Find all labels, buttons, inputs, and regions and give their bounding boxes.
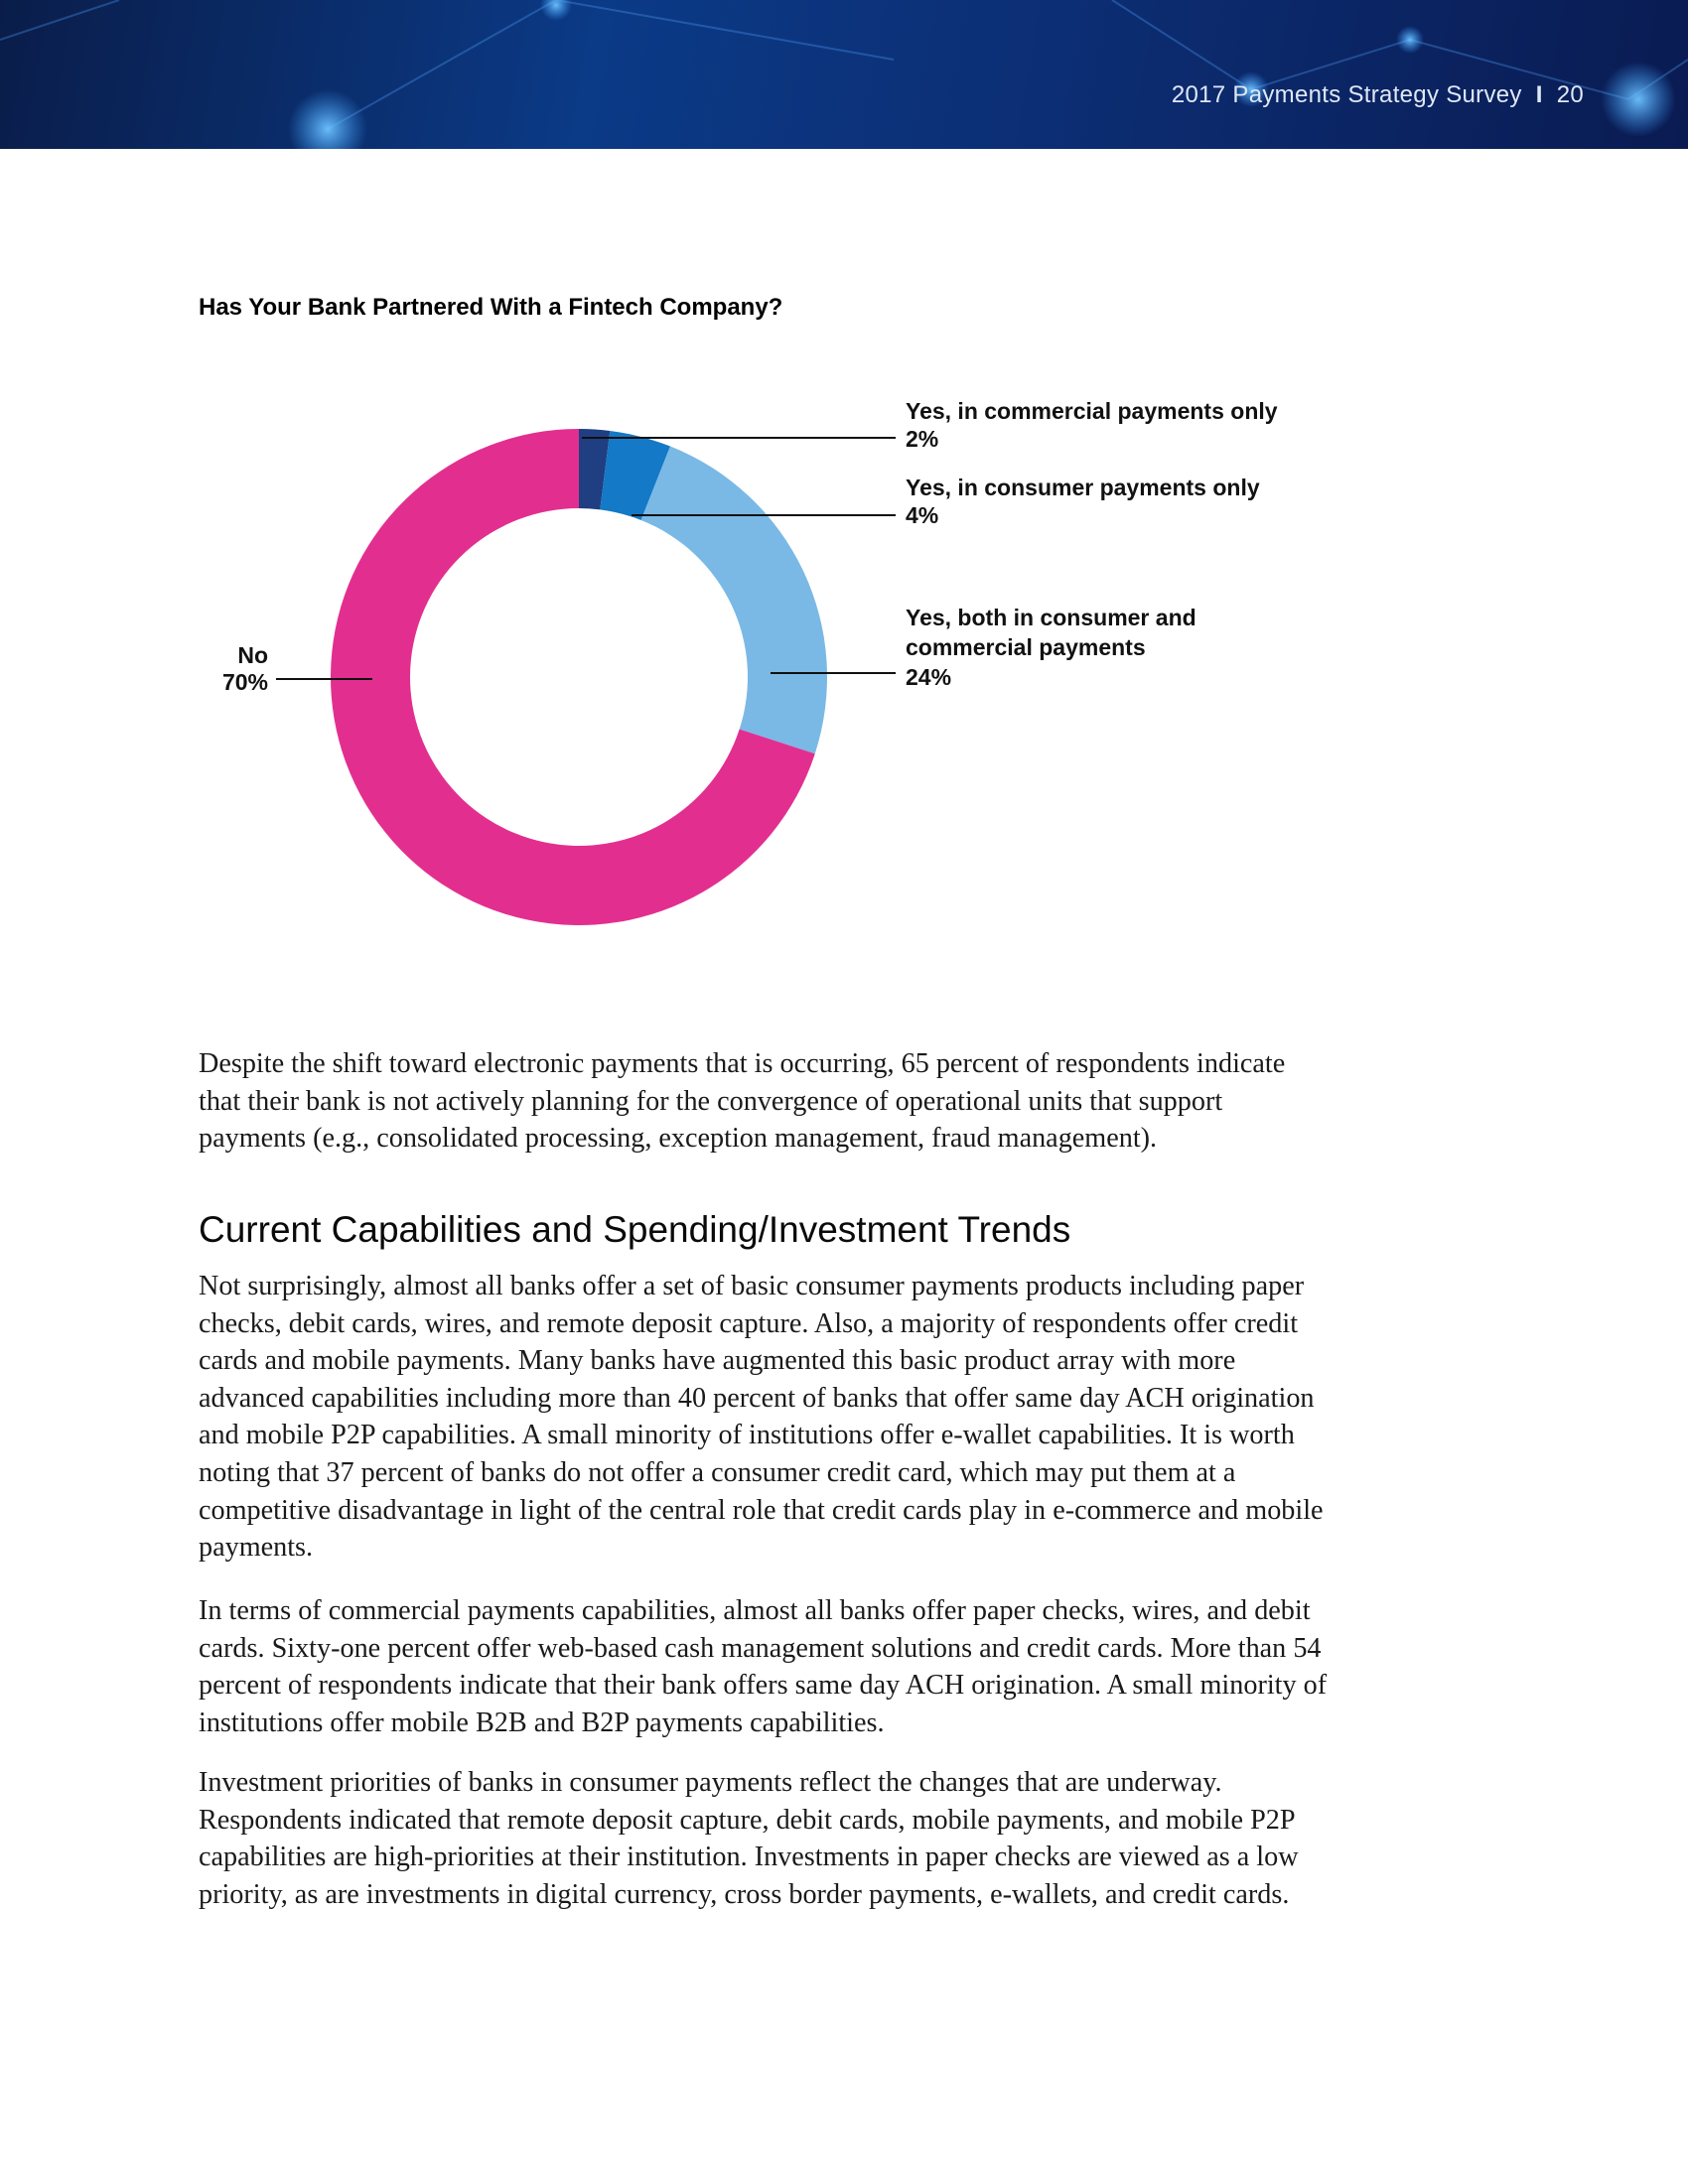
label-no-name: No <box>237 642 268 668</box>
label-both-value: 24% <box>906 664 952 690</box>
paragraph-commercial-capabilities: In terms of commercial payments capabilities, almost all banks offer paper checks, wires, and debit cards. Sixty-one percent offer web-based cash management solutions and credit cards. More than 54 percent of respondents indicate that their bank offers same day ACH origination. A small minority of institutions offer mobile B2B and B2P payments capabilities. <box>199 1595 1328 1738</box>
section-heading: Current Capabilities and Spending/Investment Trends <box>199 1209 1071 1250</box>
page-number: 20 <box>1556 81 1584 108</box>
paragraph-consumer-capabilities: Not surprisingly, almost all banks offer a set of basic consumer payments products including paper checks, debit cards, wires, and remote deposit capture. Also, a majority of respondents offer credit cards and mobile payments. Many banks have augmented this basic product array with more advanced capabilities including more than 40 percent of banks that offer same day ACH origination and mobile P2P capabilities. A small minority of institutions offer e-wallet capabilities. It is worth noting that 37 percent of banks do not offer a consumer credit card, which may put them at a competitive disadvantage in light of the central role that credit cards play in e-commerce and mobile payments. <box>199 1271 1324 1564</box>
header-separator: I <box>1535 81 1543 108</box>
label-commercial-value: 2% <box>906 426 939 452</box>
label-commercial-name: Yes, in commercial payments only <box>906 398 1278 424</box>
label-consumer-name: Yes, in consumer payments only <box>906 475 1260 500</box>
paragraph-convergence: Despite the shift toward electronic payments that is occurring, 65 percent of respondents indicate that their bank is not actively planning for the convergence of operational units that support payments (e.g., consolidated processing, exception management, fraud management). <box>199 1048 1286 1155</box>
report-title: 2017 Payments Strategy Survey <box>1171 81 1522 108</box>
chart-title: Has Your Bank Partnered With a Fintech Company? <box>199 294 783 321</box>
label-no-value: 70% <box>221 669 268 695</box>
page-header-banner <box>0 0 1688 149</box>
label-consumer-value: 4% <box>906 502 939 528</box>
label-both-line2: commercial payments <box>906 634 1146 660</box>
donut-chart <box>0 377 1688 973</box>
slice-both <box>641 447 827 754</box>
label-both-line1: Yes, both in consumer and <box>906 605 1196 630</box>
header-running-title <box>1172 81 1584 109</box>
network-background-graphic <box>0 0 1688 149</box>
paragraph-investment-priorities: Investment priorities of banks in consumer payments reflect the changes that are underway. Respondents indicated that remote deposit capture, debit cards, mobile payments, and mobile P2P capabilities are high-priorities at their institution. Investments in paper checks are viewed as a low priority, as are investments in digital currency, cross border payments, e-wallets, and credit cards. <box>199 1767 1299 1910</box>
